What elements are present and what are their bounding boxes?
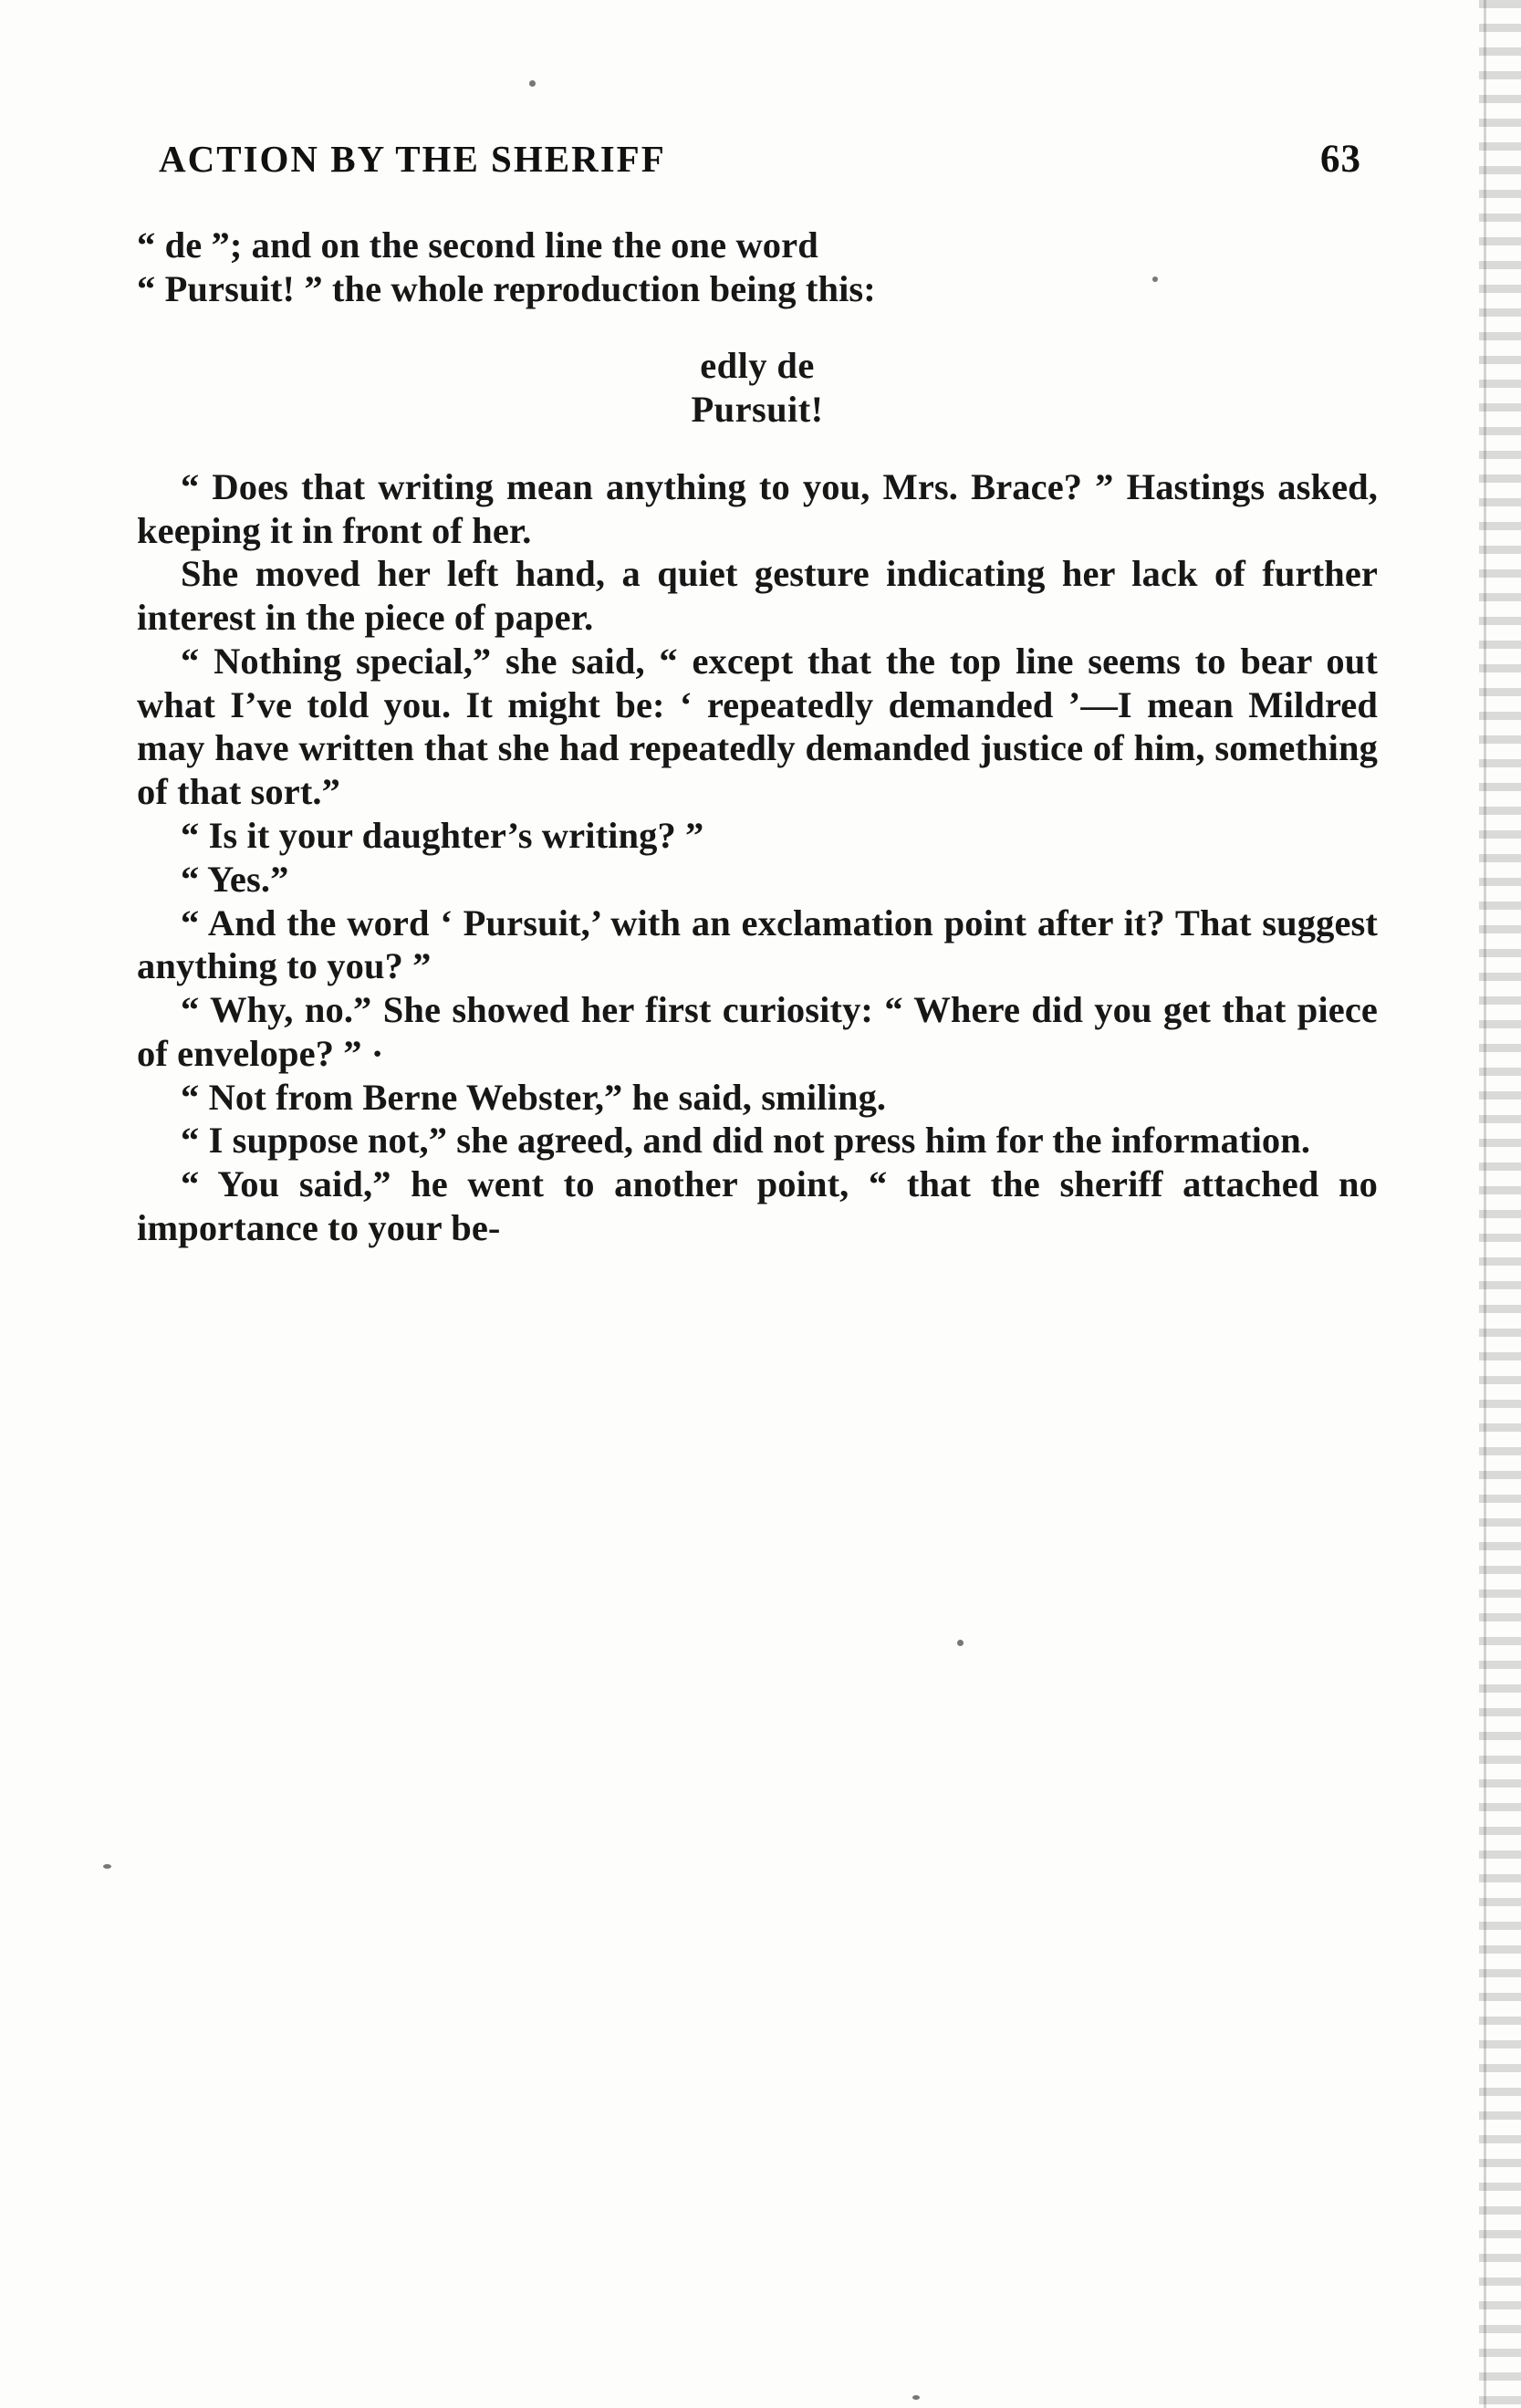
scan-gutter-edge-line bbox=[1484, 0, 1486, 2408]
paragraph: “ I suppose not,” she agreed, and did not press him for the information. bbox=[181, 1120, 1311, 1162]
reproduction-line-2: Pursuit! bbox=[691, 389, 824, 431]
page-number: 63 bbox=[1320, 138, 1361, 181]
paragraph: “ Yes.” bbox=[181, 858, 289, 900]
reproduction-block bbox=[137, 344, 1378, 433]
paragraph: “ Why, no.” She showed her first curiosity: “ Where did you get that piece of envelope? ” · bbox=[137, 989, 1378, 1074]
reproduction-line-1: edly de bbox=[700, 344, 815, 386]
paragraph: “ Does that writing mean anything to you, Mrs. Brace? ” Hastings asked, keeping it in front of her. bbox=[137, 465, 1378, 551]
paragraph-continued-line-1: “ de ”; and on the second line the one word bbox=[137, 224, 818, 266]
running-head bbox=[137, 137, 1378, 182]
scan-speck bbox=[912, 2395, 920, 2400]
paragraph-continued-line-2: “ Pursuit! ” the whole reproduction being this: bbox=[137, 267, 876, 309]
running-head-title: ACTION BY THE SHERIFF bbox=[159, 138, 666, 180]
paragraph: “ Nothing special,” she said, “ except that the top line seems to bear out what I’ve told you. It might be: ‘ repeatedly demanded ’—I mean Mildred may have written that she had repeatedly demanded justice of him, something of that sort.” bbox=[137, 640, 1378, 813]
paragraph: “ Is it your daughter’s writing? ” bbox=[181, 815, 704, 856]
paragraph: She moved her left hand, a quiet gesture indicating her lack of further interest in the piece of paper. bbox=[137, 553, 1378, 639]
paragraph: “ You said,” he went to another point, “ that the sheriff attached no importance to your be- bbox=[137, 1163, 1378, 1249]
scan-speck bbox=[103, 1864, 111, 1869]
page-content bbox=[137, 137, 1378, 1250]
scan-speck bbox=[529, 80, 536, 87]
paragraph: “ Not from Berne Webster,” he said, smiling. bbox=[181, 1076, 887, 1118]
paragraph: “ And the word ‘ Pursuit,’ with an exclamation point after it? That suggest anything to you? ” bbox=[137, 902, 1378, 987]
scan-speck bbox=[957, 1640, 964, 1646]
